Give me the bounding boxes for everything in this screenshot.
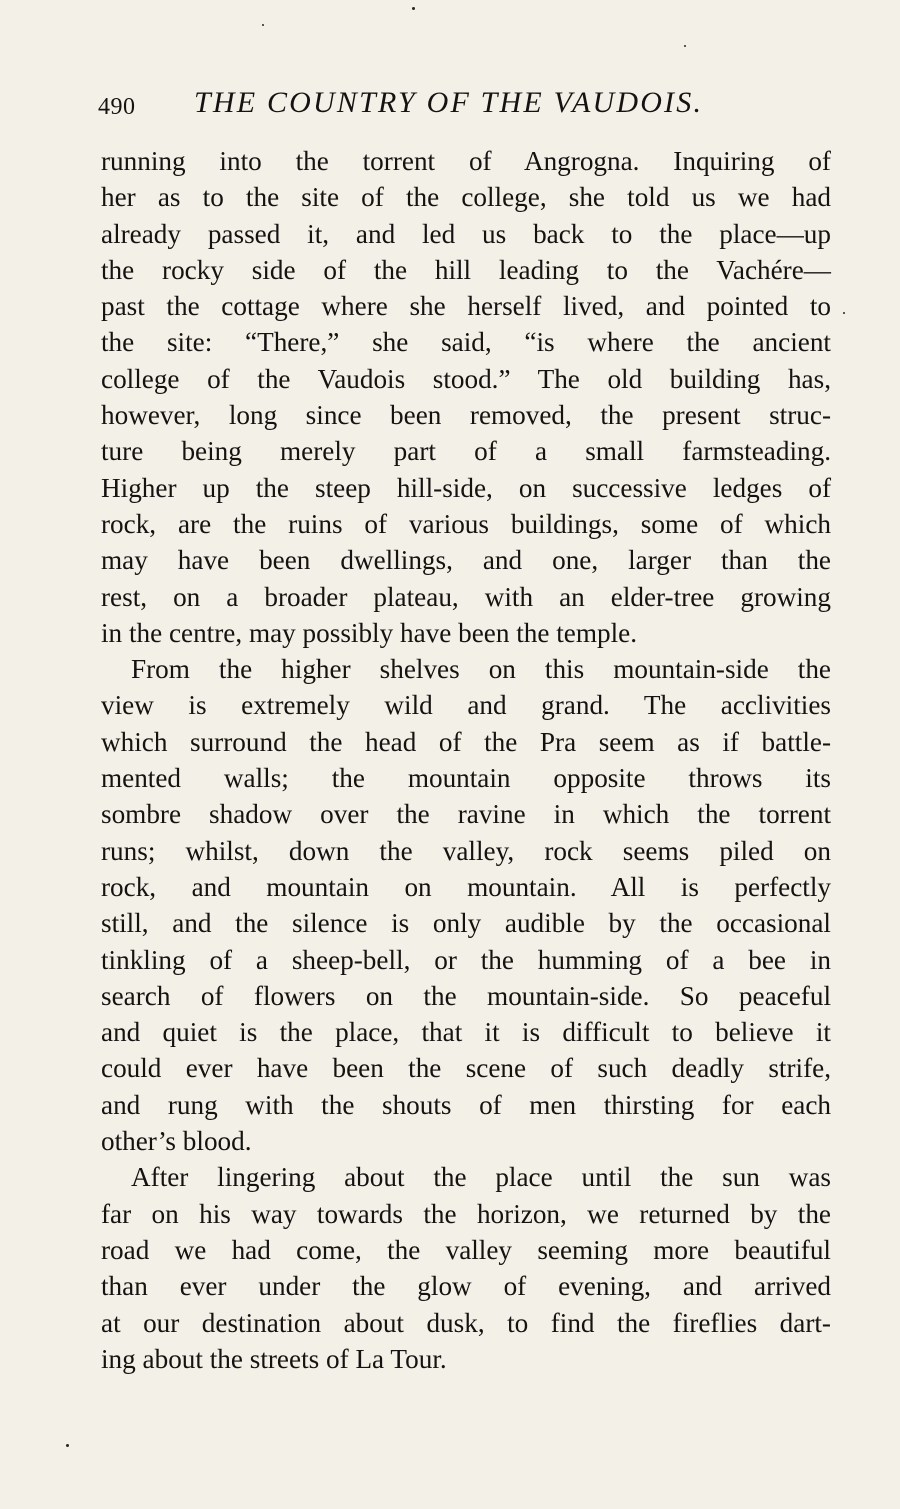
text-line: other’s blood. <box>101 1126 252 1157</box>
text-line: runs; whilst, down the valley, rock seems piled on <box>101 835 831 866</box>
text-line: could ever have been the scene of such deadly strife, <box>101 1053 831 1084</box>
text-line: still, and the silence is only audible by the occasional <box>101 908 831 939</box>
running-title: THE COUNTRY OF THE VAUDOIS. <box>194 86 704 119</box>
text-line: ing about the streets of La Tour. <box>101 1343 447 1374</box>
text-line: From the higher shelves on this mountain-side the <box>131 654 831 685</box>
text-line: may have been dwellings, and one, larger than the <box>101 545 831 576</box>
print-speck <box>66 1444 69 1447</box>
text-line: Higher up the steep hill-side, on successive ledges of <box>101 472 831 503</box>
text-line: view is extremely wild and grand. The acclivities <box>101 690 831 721</box>
page-number: 490 <box>98 94 136 120</box>
text-line: already passed it, and led us back to the place—up <box>101 218 831 249</box>
text-line: and quiet is the place, that it is difficult to believe it <box>101 1017 831 1048</box>
text-line: college of the Vaudois stood.” The old building has, <box>101 363 831 394</box>
text-line: than ever under the glow of evening, and arrived <box>101 1271 831 1302</box>
paragraph <box>101 651 831 1159</box>
page-header <box>98 86 838 126</box>
print-speck <box>684 45 686 47</box>
text-line: in the centre, may possibly have been the temple. <box>101 617 638 648</box>
text-line: the site: “There,” she said, “is where the ancient <box>101 327 831 358</box>
text-line: past the cottage where she herself lived, and pointed to <box>101 291 831 322</box>
text-line: however, long since been removed, the present struc- <box>101 400 831 431</box>
text-line: ture being merely part of a small farmsteading. <box>101 436 831 467</box>
text-line: running into the torrent of Angrogna. Inquiring of <box>101 146 831 176</box>
text-line: which surround the head of the Pra seem as if battle- <box>101 726 831 757</box>
text-line: rock, and mountain on mountain. All is perfectly <box>101 871 831 902</box>
text-line: road we had come, the valley seeming more beautiful <box>101 1234 831 1265</box>
text-line: rest, on a broader plateau, with an elder-tree growing <box>101 581 831 612</box>
text-line: her as to the site of the college, she told us we had <box>101 182 831 213</box>
text-line: tinkling of a sheep-bell, or the humming of a bee in <box>101 944 831 975</box>
paragraph <box>101 1159 831 1377</box>
text-line: far on his way towards the horizon, we returned by the <box>101 1198 831 1229</box>
text-line: at our destination about dusk, to find the fireflies dart- <box>101 1307 831 1338</box>
print-speck <box>843 312 845 314</box>
text-line: and rung with the shouts of men thirsting for each <box>101 1089 831 1120</box>
text-line: search of flowers on the mountain-side. So peaceful <box>101 980 831 1011</box>
text-line: rock, are the ruins of various buildings, some of which <box>101 508 831 539</box>
print-speck <box>412 7 415 10</box>
body-text <box>101 143 831 1377</box>
text-line: the rocky side of the hill leading to the Vachére— <box>101 254 831 285</box>
text-line: After lingering about the place until the sun was <box>131 1162 831 1193</box>
text-line: mented walls; the mountain opposite throws its <box>101 763 831 794</box>
text-line: sombre shadow over the ravine in which the torrent <box>101 799 831 830</box>
paragraph <box>101 143 831 651</box>
print-speck <box>262 24 264 26</box>
